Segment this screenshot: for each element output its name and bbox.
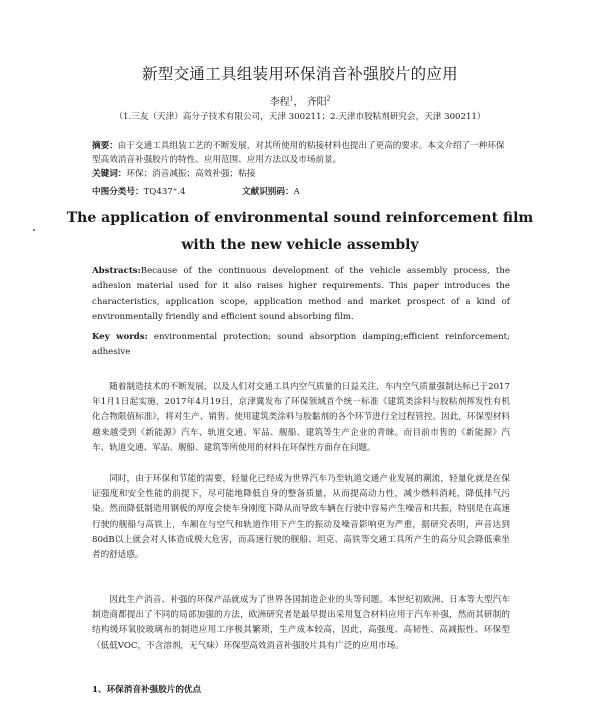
english-keywords-label: Key words: xyxy=(92,332,148,342)
english-keywords xyxy=(92,330,510,361)
english-title-line-1: The application of environmental sound reinforcement film xyxy=(66,210,534,226)
chinese-keywords xyxy=(92,168,510,182)
chinese-abstract xyxy=(92,140,510,167)
clc-number-label: 中图分类号： xyxy=(92,187,144,197)
author-line: 李程$^1$， 齐阳$^2$ xyxy=(269,95,331,108)
body-paragraph: 随着制造技术的不断发展，以及人们对交通工具内空气质量的日益关注，车内空气质量强制达标已于2017年1月1日起实施，2017年4月19日，京津冀发布了环保领域首个统一标准《建筑类涂料与胶粘剂挥发性有机化合物限值标准》，将对生产、销售、使用建筑类涂料与胶黏剂的各个环节进行全过程管控。因此，环保型材料越来越受到《新能源》汽车、轨道交通、军品、舰船、建筑等生产企业的青睐。而目前市售的《新能源》汽车、轨道交通、军品、舰船、建筑等所使用的材料在环保性方面存在问题。 xyxy=(92,382,510,453)
chinese-keywords-label: 关键词： xyxy=(92,169,127,179)
english-abstract xyxy=(92,264,510,325)
english-keywords-text: environmental protection; sound absorption damping;efficient reinforcement; adhesive xyxy=(92,332,510,358)
english-abstract-label: Abstracts: xyxy=(92,266,141,276)
clc-number-value: TQ437⁺.4 xyxy=(143,187,186,197)
affiliation-line: （1.三友（天津）高分子技术有限公司，天津 300211；2.天津市胶粘剂研究会，天津 300211） xyxy=(114,112,486,122)
english-title-line-2: with the new vehicle assembly xyxy=(181,237,419,253)
document-code-label: 文献识别码： xyxy=(242,187,294,197)
author-affiliation-mark: 2 xyxy=(326,95,331,103)
section-heading: 1、环保消音补强胶片的优点 xyxy=(92,685,202,695)
author-name: 李程 xyxy=(269,97,290,108)
margin-mark xyxy=(33,229,35,231)
chinese-keywords-text: 环保；消音减振；高效补强；粘接 xyxy=(126,169,256,179)
body-paragraph: 因此生产消音、补强的环保产品就成为了世界各国制造企业的头等问题。本世纪初欧洲、日本等大型汽车制造商都提出了不同的局部加强的方法，欧洲研究者是最早提出采用复合材料应用于汽车补强，然而其研制的结构缓环氧胶玻璃布的制造应用工序极其繁琐，生产成本较高，因此，高强度、高韧性、高减振性、环保型（低低VOC，不含溶剂，无气味）环保型高效消音补强胶片具有广泛的应用市场。 xyxy=(92,595,510,651)
chinese-title: 新型交通工具组装用环保消音补强胶片的应用 xyxy=(141,65,458,83)
classification-line xyxy=(92,186,510,200)
body-paragraph: 同时，由于环保和节能的需要，轻量化已经成为世界汽车乃至轨道交通产业发展的潮流，轻量化就是在保证强度和安全性能的前提下，尽可能地降低自身的整备质量，从而提高动力性，减少燃料消耗，降低排气污染。然而降低制造用钢板的厚度会使车身刚度下降从而导致车辆在行驶中容易产生噪音和共振，特别是在高速行驶的舰船与高铁上，车厢在与空气和轨道作用下产生的振动及噪音影响更为严重，据研究表明，声音达到80dB以上就会对人体造成极大危害，而高速行驶的舰船、坦克、高铁等交通工具所产生的高分贝会降低乘坐者的舒适感。 xyxy=(92,474,510,561)
chinese-abstract-label: 摘要： xyxy=(92,141,118,151)
document-code-value: A xyxy=(293,187,300,197)
english-abstract-text: Because of the continuous development of the vehicle assembly process, the adhesion material used for it also raises higher requirements. This paper introduces the characteristics, application scope, application method and market prospect of a kind of environmentally friendly and efficient sound absorbing film. xyxy=(92,266,510,322)
author-affiliation-mark: 1 xyxy=(289,95,294,103)
author-name: 齐阳 xyxy=(306,97,327,108)
chinese-abstract-text: 由于交通工具组装工艺的不断发展，对其所使用的粘接材料也提出了更高的要求。本文介绍了一种环保型高效消音补强胶片的特性、应用范围、应用方法以及市场前景。 xyxy=(92,141,505,165)
